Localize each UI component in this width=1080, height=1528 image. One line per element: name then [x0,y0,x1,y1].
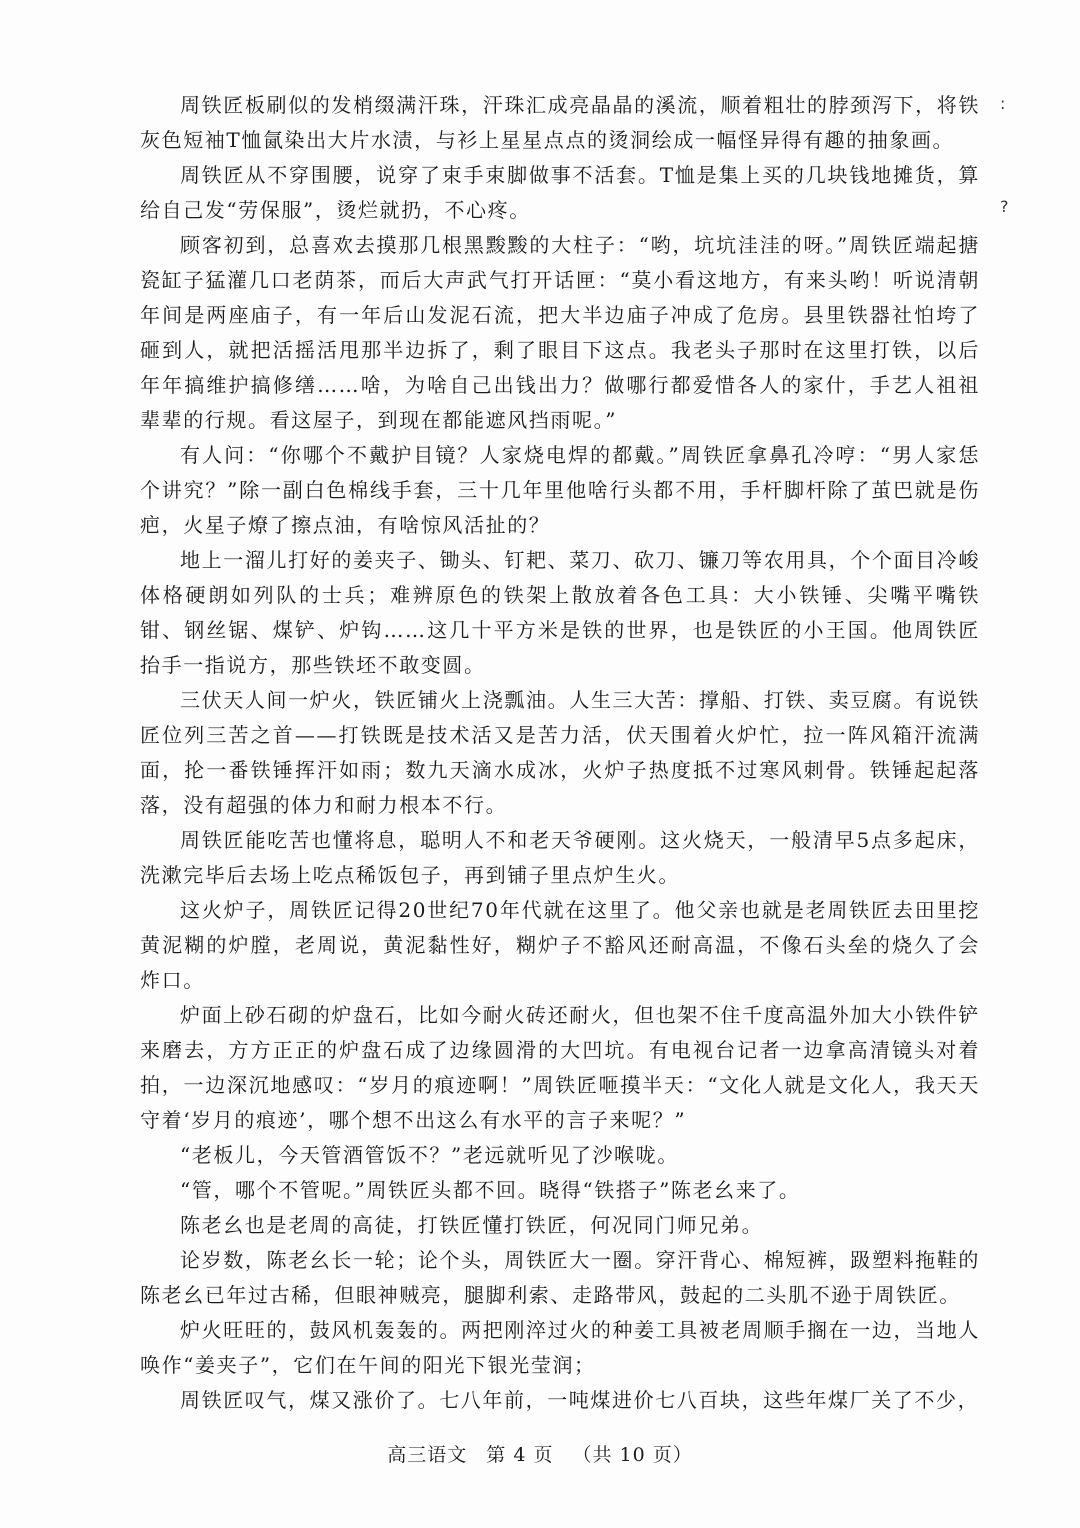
paragraph: 炉面上砂石砌的炉盘石，比如今耐火砖还耐火，但也架不住千度高温外加大小铁件铲来磨去，方方正正的炉盘石成了边缘圆滑的大凹坑。有电视台记者一边拿高清镜头对着拍，一边深沉地感叹：“岁月的痕迹啊！”周铁匠咂摸半天：“文化人就是文化人，我天天守着‘岁月的痕迹’，哪个想不出这么有水平的言子来呢？” [140,1003,980,1132]
paragraph: 三伏天人间一炉火，铁匠铺火上浇瓢油。人生三大苦：撑船、打铁、卖豆腐。有说铁匠位列三苦之首——打铁既是技术活又是苦力活，伏天围着火炉忙，拉一阵风箱汗流满面，抡一番铁锤挥汗如雨；数九天滴水成冰，火炉子热度抵不过寒风刺骨。铁锤起起落落，没有超强的体力和耐力根本不行。 [140,688,980,817]
footer-page-number: 第 4 页 [486,1444,554,1466]
paragraph: 论岁数，陈老幺长一轮；论个头，周铁匠大一圈。穿汗背心、棉短裤，趿塑料拖鞋的陈老幺已年过古稀，但眼神贼亮，腿脚利索、走路带风，鼓起的二头肌不逊于周铁匠。 [140,1248,980,1307]
paragraph: 地上一溜儿打好的姜夹子、锄头、钉耙、菜刀、砍刀、镰刀等农用具，个个面目冷峻体格硬朗如列队的士兵；难辨原色的铁架上散放着各色工具：大小铁锤、尖嘴平嘴铁钳、钢丝锯、煤铲、炉钩……这几十平方米是铁的世界，也是铁匠的小王国。他周铁匠抬手一指说方，那些铁坯不敢变圆。 [140,548,980,677]
paragraph: 顾客初到，总喜欢去摸那几根黑黢黢的大柱子：“哟，坑坑洼洼的呀。”周铁匠端起搪瓷缸子猛灌几口老荫茶，而后大声武气打开话匣：“莫小看这地方，有来头哟！听说清朝年间是两座庙子，有一年后山发泥石流，把大半边庙子冲成了危房。县里铁器社怕垮了砸到人，就把活摇活甩那半边拆了，剩了眼目下这点。我老头子那时在这里打铁，以后年年搞维护搞修缮……啥，为啥自己出钱出力？做哪行都爱惜各人的家什，手艺人祖祖辈辈的行规。看这屋子，到现在都能遮风挡雨呢。” [140,233,980,432]
paragraph: 有人问：“你哪个不戴护目镜？人家烧电焊的都戴。”周铁匠拿鼻孔冷哼：“男人家恁个讲究？”除一副白色棉线手套，三十几年里他啥行头都不用，手杆脚杆除了茧巴就是伤疤，火星子燎了擦点油，有啥惊风活扯的？ [140,443,980,537]
paragraph: 陈老幺也是老周的高徒，打铁匠懂打铁匠，何况同门师兄弟。 [180,1213,764,1237]
paragraph: “老板儿，今天管酒管饭不？”老远就听见了沙喉咙。 [180,1143,679,1167]
paragraph: 周铁匠叹气，煤又涨价了。七八年前，一吨煤进价七八百块，这些年煤厂关了不少， [180,1388,980,1412]
paragraph: 炉火旺旺的，鼓风机轰轰的。两把刚淬过火的种姜工具被老周顺手搁在一边，当地人唤作“姜夹子”，它们在午间的阳光下银光莹润； [140,1318,980,1377]
paragraph: 周铁匠从不穿围腰，说穿了束手束脚做事不活套。T恤是集上买的几块钱地摊货，算给自己发“劳保服”，烫烂就扔，不心疼。 [140,163,980,222]
footer-subject: 高三语文 [387,1444,468,1466]
paragraph: “管，哪个不管呢。”周铁匠头都不回。晓得“铁搭子”陈老幺来了。 [180,1178,801,1202]
footer-total-pages: （共 10 页） [572,1444,693,1466]
paragraph: 周铁匠能吃苦也懂将息，聪明人不和老天爷硬刚。这火烧天，一般清早5点多起床，洗漱完毕后去场上吃点稀饭包子，再到铺子里点炉生火。 [140,828,980,887]
article-body [140,88,980,1418]
page-footer [0,1440,1080,1467]
margin-mark: ? [1000,197,1009,216]
margin-mark: : [1000,94,1006,113]
paragraph: 这火炉子，周铁匠记得20世纪70年代就在这里了。他父亲也就是老周铁匠去田里挖黄泥糊的炉膛，老周说，黄泥黏性好，糊炉子不豁风还耐高温，不像石头垒的烧久了会炸口。 [140,898,980,992]
paragraph: 周铁匠板刷似的发梢缀满汗珠，汗珠汇成亮晶晶的溪流，顺着粗壮的脖颈泻下，将铁灰色短袖T恤氤染出大片水渍，与衫上星星点点的烫洞绘成一幅怪异得有趣的抽象画。 [140,93,980,152]
